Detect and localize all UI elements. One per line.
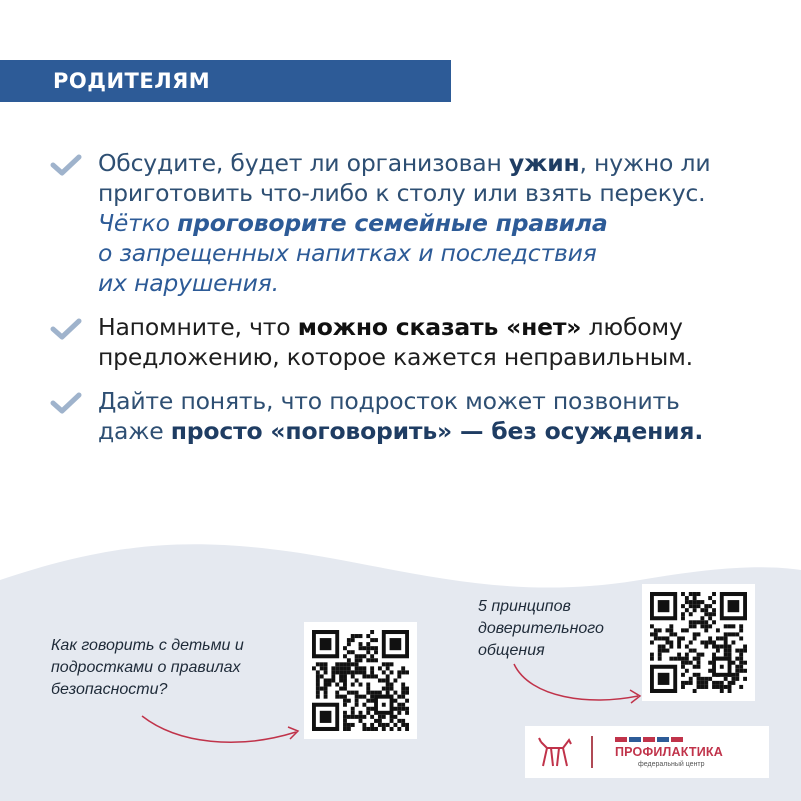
- arrow-icon: [510, 660, 645, 708]
- checkmark-icon: [50, 154, 82, 176]
- text-span: их нарушения.: [98, 269, 279, 297]
- checkmark-icon: [50, 392, 82, 414]
- horse-logo-icon: [537, 734, 573, 770]
- qr-code-safety-rules[interactable]: [304, 622, 417, 739]
- text-span: приготовить что-либо к столу или взять перекус.: [98, 179, 706, 207]
- advice-list: [50, 148, 780, 460]
- list-item-line: [98, 312, 780, 342]
- text-span: любому: [581, 313, 683, 341]
- text-span: , нужно ли: [579, 149, 711, 177]
- qr-code-trust-principles[interactable]: [642, 584, 755, 701]
- emphasis-text: можно сказать «нет»: [297, 313, 582, 341]
- caption-line: безопасности?: [51, 681, 168, 698]
- list-item-line: [98, 178, 780, 208]
- list-item-line: [98, 416, 780, 446]
- page-title: РОДИТЕЛЯМ: [53, 69, 211, 93]
- list-item: [50, 148, 780, 298]
- text-span: Напомните, что: [98, 313, 298, 341]
- logo-name: ПРОФИЛАКТИКА: [615, 745, 723, 759]
- logo-box: [525, 726, 769, 778]
- caption-line: общения: [478, 642, 545, 659]
- list-item-line: [98, 268, 780, 298]
- caption-line: 5 принципов: [478, 598, 571, 615]
- list-item-line: [98, 386, 780, 416]
- caption-line: доверительного: [478, 620, 604, 637]
- list-item-line: [98, 148, 780, 178]
- text-span: Обсудите, будет ли организован: [98, 149, 509, 177]
- text-span: предложению, которое кажется неправильным.: [98, 343, 693, 371]
- logo-subtitle: федеральный центр: [638, 761, 705, 768]
- emphasis-text: проговорите семейные правила: [177, 209, 608, 237]
- list-item-line: [98, 208, 780, 238]
- qr-code-icon: [650, 592, 747, 693]
- text-span: Дайте понять, что подросток может позвонить: [98, 387, 680, 415]
- list-item-line: [98, 238, 780, 268]
- caption-line: подростками о правилах: [51, 659, 241, 676]
- caption-line: Как говорить с детьми и: [51, 637, 244, 654]
- qr-code-icon: [312, 630, 409, 731]
- qr-right-caption: [478, 596, 604, 662]
- header-bar: [0, 60, 451, 102]
- list-item: [50, 312, 780, 372]
- logo-divider: [591, 736, 593, 768]
- qr-left-caption: [51, 635, 244, 701]
- checkmark-icon: [50, 318, 82, 340]
- text-span: Чётко: [98, 209, 178, 237]
- text-span: даже: [98, 417, 171, 445]
- arrow-icon: [138, 708, 303, 752]
- emphasis-text: ужин: [508, 149, 580, 177]
- list-item-line: [98, 342, 780, 372]
- emphasis-text: просто «поговорить» — без осуждения.: [170, 417, 704, 445]
- list-item: [50, 386, 780, 446]
- flag-stripes-icon: [615, 737, 689, 742]
- text-span: о запрещенных напитках и последствия: [98, 239, 597, 267]
